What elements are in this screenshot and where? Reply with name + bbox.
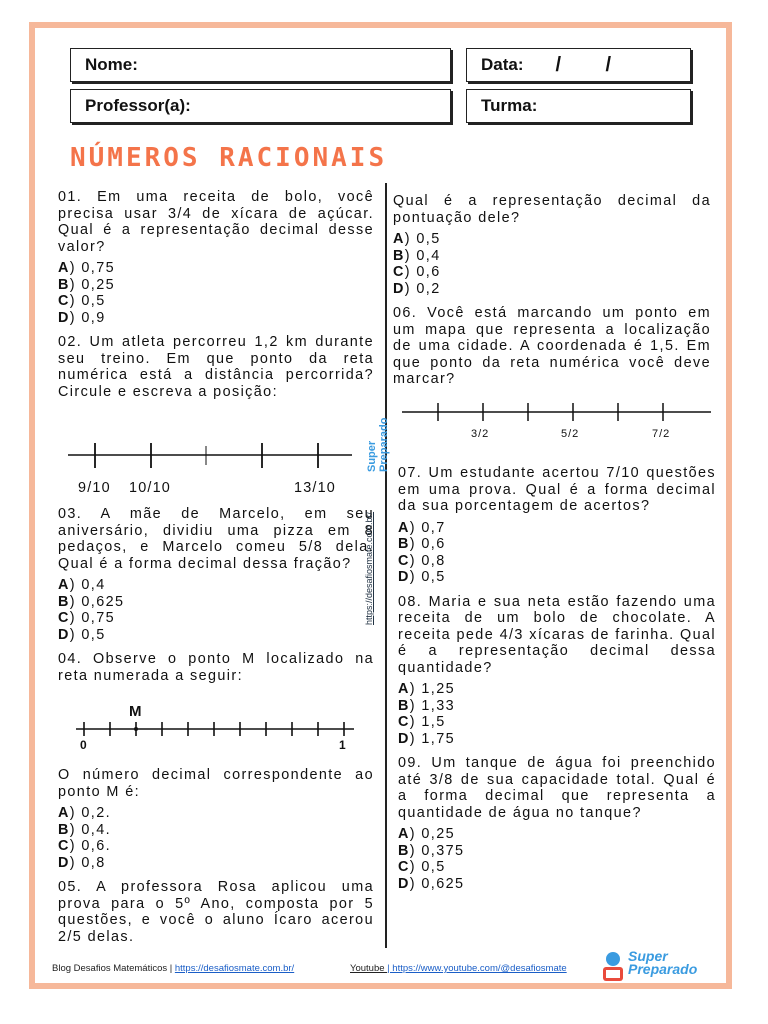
q9-option-d[interactable]: D) 0,625	[398, 875, 465, 892]
q3-option-c[interactable]: C) 0,75	[58, 610, 115, 626]
q8-option-d[interactable]: D) 1,75	[398, 730, 455, 747]
q1-option-d[interactable]: D) 0,9	[58, 309, 106, 326]
q2-label-2: 10/10	[129, 480, 172, 496]
q9-text: 09. Um tanque de água foi preenchido até 3/8 de sua capacidade total. Qual é a forma decimal que representa a quantidade de água no tanque?	[398, 755, 716, 821]
q5-option-d[interactable]: D) 0,2	[393, 280, 441, 297]
q2-label-3: 13/10	[294, 480, 337, 496]
q3-text: 03. A mãe de Marcelo, em seu aniversário, dividiu uma pizza em 8 pedaços, e Marcelo comeu 5/8 dela. Qual é a forma decimal dessa fração?	[58, 506, 374, 572]
q1-option-b[interactable]: B) 0,25	[58, 276, 115, 293]
logo-text	[628, 950, 697, 976]
student-icon	[598, 950, 628, 984]
q4-option-a[interactable]: A) 0,2.	[58, 805, 111, 821]
q3-option-d[interactable]: D) 0,5	[58, 626, 106, 643]
logo-line2: Preparado	[628, 961, 698, 977]
q9-option-a[interactable]: A) 0,25	[398, 826, 455, 842]
q4-end-label: 1	[339, 738, 346, 752]
q6-label-2: 5/2	[561, 428, 580, 440]
q5-option-b[interactable]: B) 0,4	[393, 247, 441, 264]
footer-blog	[52, 963, 294, 974]
q8-option-a[interactable]: A) 1,25	[398, 681, 455, 697]
q8-option-c[interactable]: C) 1,5	[398, 714, 446, 730]
q9-option-c[interactable]: C) 0,5	[398, 859, 446, 875]
q7-option-c[interactable]: C) 0,8	[398, 552, 446, 569]
q3-option-a[interactable]: A) 0,4	[58, 577, 106, 593]
class-label: Turma:	[481, 96, 538, 115]
q4-options	[58, 805, 374, 871]
q2-text: 02. Um atleta percorreu 1,2 km durante seu treino. Em que ponto da reta numérica está a distância percorrida? Circule e escreva a posição:	[58, 334, 374, 400]
q1-option-a[interactable]: A) 0,75	[58, 260, 115, 276]
q8-text: 08. Maria e sua neta estão fazendo uma receita de um bolo de chocolate. A receita pede 4/3 xícaras de farinha. Qual é a representação decimal dessa quantidade?	[398, 593, 716, 676]
q9-options	[398, 826, 716, 892]
name-field[interactable]	[70, 48, 451, 82]
svg-text:Preparado: Preparado	[378, 417, 390, 472]
left-column-3	[58, 767, 374, 950]
right-column-2	[398, 465, 716, 900]
name-label: Nome:	[85, 55, 138, 74]
column-divider	[385, 183, 387, 948]
footer-youtube-link[interactable]: | https://www.youtube.com/@desafiosmate	[387, 963, 567, 974]
svg-text:Super: Super	[366, 440, 378, 472]
q6-label-3: 7/2	[652, 428, 671, 440]
date-field[interactable]	[466, 48, 691, 82]
q1-text: 01. Em uma receita de bolo, você precisa usar 3/4 de xícara de açúcar. Qual é a representação decimal desse valor?	[58, 189, 374, 255]
class-field[interactable]	[466, 89, 691, 123]
q5-continuation: Qual é a representação decimal da pontuação dele?	[393, 193, 711, 226]
side-logo-image	[357, 398, 397, 478]
q4-option-b[interactable]: B) 0,4.	[58, 821, 111, 838]
q5-option-a[interactable]: A) 0,5	[393, 231, 441, 247]
q9-option-b[interactable]: B) 0,375	[398, 842, 465, 859]
q8-option-b[interactable]: B) 1,33	[398, 697, 455, 714]
footer-youtube	[350, 963, 567, 974]
brand-logo	[598, 950, 708, 986]
q7-option-a[interactable]: A) 0,7	[398, 519, 446, 536]
q4-option-c[interactable]: C) 0,6.	[58, 838, 111, 854]
left-column	[58, 189, 374, 405]
q3-options	[58, 577, 374, 643]
q6-label-1: 3/2	[471, 428, 490, 440]
date-label: Data:	[481, 55, 524, 74]
q5-text: 05. A professora Rosa aplicou uma prova para o 5º Ano, composta por 5 questões, e você o aluno Ícaro acerou 2/5 delas.	[58, 879, 374, 945]
q7-option-b[interactable]: B) 0,6	[398, 536, 446, 552]
footer-blog-link[interactable]: https://desafiosmate.com.br/	[174, 963, 295, 974]
page-title: NÚMEROS RACIONAIS	[70, 143, 388, 173]
q7-options	[398, 520, 716, 586]
q4-start-label: 0	[80, 738, 87, 752]
side-url-link[interactable]: https://desafiosmate.com.br/	[364, 511, 374, 625]
teacher-label: Professor(a):	[85, 96, 191, 115]
right-column	[393, 193, 711, 393]
footer-blog-label: Blog Desafios Matemáticos |	[52, 963, 175, 974]
q4-point-m	[134, 727, 138, 731]
side-logo	[357, 398, 397, 478]
q5-options	[393, 231, 711, 297]
left-column-2	[58, 506, 374, 689]
q4-option-d[interactable]: D) 0,8	[58, 854, 106, 871]
q8-options	[398, 681, 716, 747]
q2-label-1: 9/10	[78, 480, 111, 496]
q7-option-d[interactable]: D) 0,5	[398, 569, 446, 585]
q1-options	[58, 260, 374, 326]
q3-option-b[interactable]: B) 0,625	[58, 593, 125, 610]
q6-text: 06. Você está marcando um ponto em um mapa que representa a localização de uma cidade. A coordenada é 1,5. Em que ponto da reta numérica você deve marcar?	[393, 305, 711, 387]
q4-followup: O número decimal correspondente ao ponto M é:	[58, 767, 374, 800]
q1-option-c[interactable]: C) 0,5	[58, 293, 106, 309]
q5-option-c[interactable]: C) 0,6	[393, 264, 441, 280]
logo-line1: Super	[628, 948, 668, 964]
q4-number-line	[70, 718, 360, 742]
q6-number-line	[400, 401, 714, 427]
q7-text: 07. Um estudante acertou 7/10 questões em uma prova. Qual é a forma decimal da sua porcentagem de acertos?	[398, 465, 716, 514]
q4-text: 04. Observe o ponto M localizado na reta numerada a seguir:	[58, 651, 374, 684]
q4-point-label: M	[129, 703, 142, 720]
footer-youtube-label: Youtube	[350, 963, 388, 974]
teacher-field[interactable]	[70, 89, 451, 123]
date-slashes: / /	[555, 53, 612, 76]
